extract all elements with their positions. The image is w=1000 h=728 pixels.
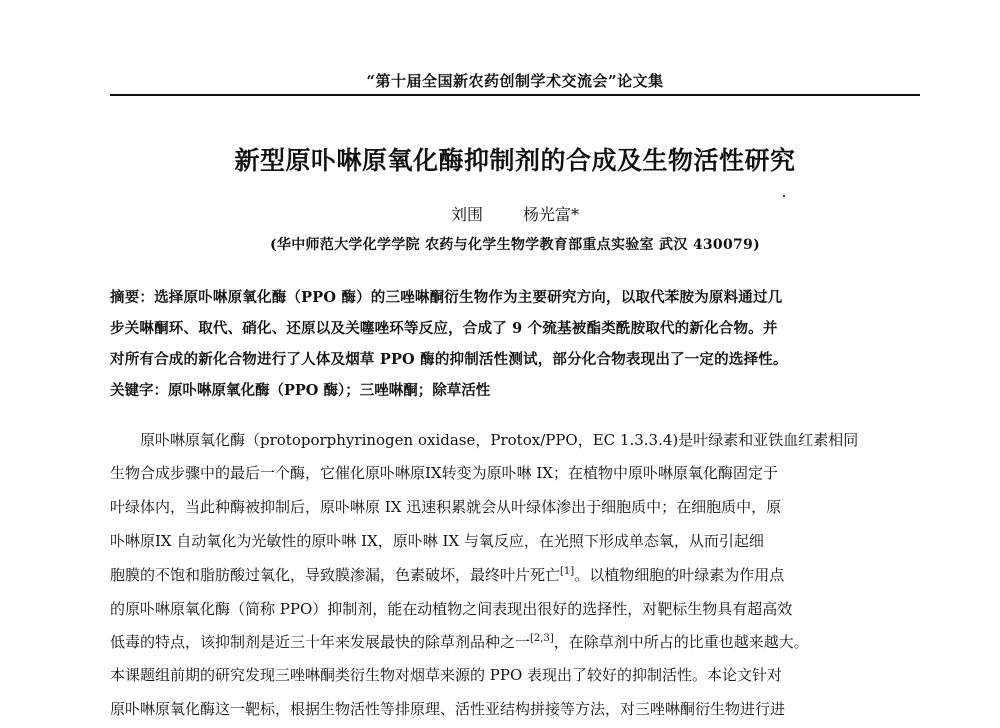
body-paragraph-line: 生物合成步骤中的最后一个酶，它催化原卟啉原ⅠX转变为原卟啉 IX；在植物中原卟啉原氧化酶固定于 (110, 464, 778, 482)
header-rule (110, 94, 920, 96)
citation-ref: [2,3] (530, 633, 554, 644)
keywords-line (110, 381, 920, 401)
body-text: ，在除草剂中所占的比重也越来越大。 (553, 633, 809, 651)
abstract-line: 对所有合成的新化合物进行了人体及烟草 PPO 酶的抑制活性测试，部分化合物表现出了一定的选择性。 (110, 351, 788, 368)
abstract-line (110, 288, 920, 308)
body-paragraph-line: 本课题组前期的研究发现三唑啉酮类衍生物对烟草来源的 PPO 表现出了较好的抑制活性。本论文针对 (110, 666, 783, 684)
author-affiliation: (华中师范大学化学学院 农药与化学生物学教育部重点实验室 武汉 430079) (269, 237, 760, 253)
citation-ref: [1] (560, 566, 575, 577)
author-name: 杨光富* (523, 205, 580, 224)
body-text: 。以植物细胞的叶绿素为作用点 (574, 566, 785, 584)
body-paragraph-line: 的原卟啉原氧化酶（简称 PPO）抑制剂，能在动植物之间表现出很好的选择性，对靶标生物具有超高效 (110, 600, 793, 618)
keywords-label: 关键字： (110, 383, 168, 399)
body-text: 低毒的特点，该抑制剂是近三十年来发展最快的除草剂品种之一 (110, 633, 531, 651)
author-name: 刘围 (450, 205, 483, 224)
abstract-label: 摘要： (110, 290, 155, 306)
body-text: 胞膜的不饱和脂肪酸过氧化，导致膜渗漏，色素破坏，最终叶片死亡 (110, 566, 561, 584)
article-title: 新型原卟啉原氧化酶抑制剂的合成及生物活性研究 (234, 146, 796, 175)
body-paragraph-line: 原卟啉原氧化酶这一靶标，根据生物活性等排原理、活性亚结构拼接等方法，对三唑啉酮衍生物进行进 (110, 700, 786, 718)
body-paragraph-line: 原卟啉原氧化酶（protoporphyrinogen oxidase，Protox/PPO，EC 1.3.3.4)是叶绿素和亚铁血红素相同 (140, 431, 859, 449)
author-list (110, 202, 920, 225)
abstract-line: 步关啉酮环、取代、硝化、还原以及关噻唑环等反应，合成了 9 个巯基被酯类酰胺取代的新化合物。并 (110, 320, 778, 337)
scan-speck (783, 195, 785, 197)
keywords-text: 原卟啉原氧化酶（PPO 酶）；三唑啉酮；除草活性 (168, 382, 491, 399)
running-header: “第十届全国新农药创制学术交流会”论文集 (366, 72, 664, 90)
body-paragraph-line (110, 632, 920, 652)
body-paragraph-line: 卟啉原ⅠX 自动氧化为光敏性的原卟啉 IX，原卟啉 IX 与氧反应，在光照下形成单态氧，从而引起细 (110, 532, 764, 550)
abstract-text: 选择原卟啉原氧化酶（PPO 酶）的三唑啉酮衍生物作为主要研究方向，以取代苯胺为原料通过几 (154, 289, 783, 306)
body-paragraph-line (110, 565, 920, 585)
body-paragraph-line: 叶绿体内，当此种酶被抑制后，原卟啉原 IX 迅速积累就会从叶绿体渗出于细胞质中；在细胞质中，原 (110, 498, 782, 516)
